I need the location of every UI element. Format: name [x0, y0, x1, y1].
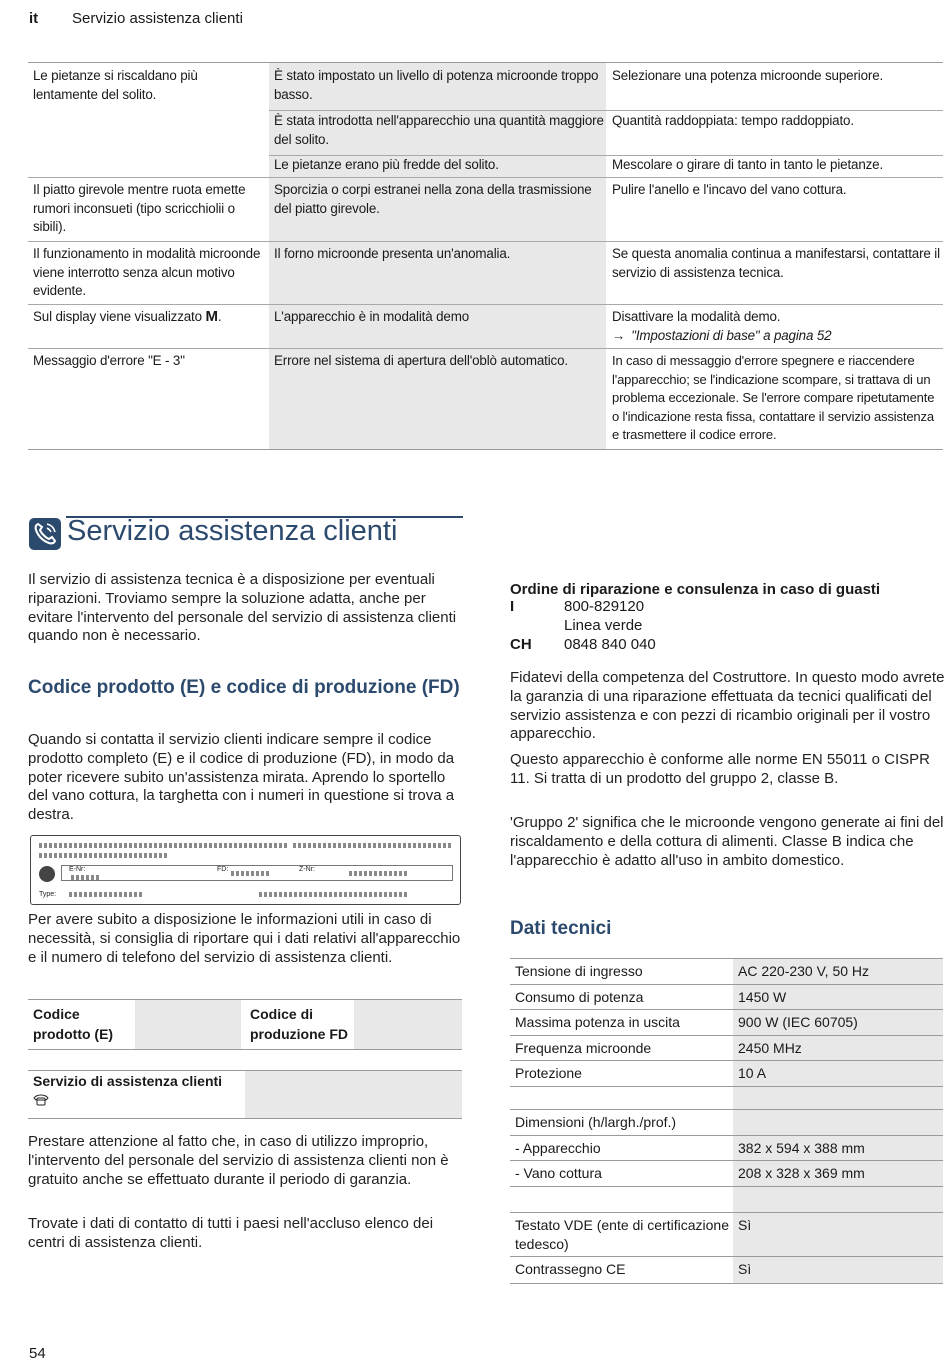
phone-code-ch: CH [510, 636, 532, 653]
cause-dirt-turntable: Sporcizia o corpi estranei nella zona della trasmissione del piatto girevole. [274, 182, 592, 216]
contacts-paragraph: Trovate i dati di contatto di tutti i paesi nell'accluso elenco dei centri di assistenza clienti. [28, 1215, 434, 1251]
problem-display-m: Sul display viene visualizzato M. [33, 308, 222, 325]
page-number: 54 [29, 1345, 46, 1362]
cause-oven-anomaly: Il forno microonde presenta un'anomalia. [274, 246, 511, 261]
tech-row-spacer [510, 1086, 943, 1109]
intro-paragraph: Il servizio di assistenza tecnica è a disposizione per eventuali riparazioni. Troviamo sempre la soluzione adatta, anche per evitare l'intervento del personale del servizio di assistenza clienti quando non è necessario. [28, 571, 457, 645]
problem-turntable-noise: Il piatto girevole mentre ruota emette rumori inconsueti (tipo scricchiolii o sibili). [33, 182, 246, 234]
plate-znr-label: Z-Nr: [299, 866, 315, 873]
tech-row: Testato VDE (ente di certificazione tedesco) Sì [510, 1212, 943, 1256]
tech-row: - Vano cottura 208 x 328 x 369 mm [510, 1160, 943, 1186]
phone-number-ch: 0848 840 040 [564, 636, 656, 653]
tech-row: - Apparecchio 382 x 594 x 388 mm [510, 1135, 943, 1160]
remedy-clean-ring: Pulire l'anello e l'incavo del vano cottura. [612, 182, 847, 197]
plate-enr-label: E-Nr: [69, 866, 86, 873]
problem-operation-interrupted: Il funzionamento in modalità microonde viene interrotto senza alcun motivo evidente. [33, 246, 261, 298]
cause-door-system-error: Errore nel sistema di apertura dell'oblò automatico. [274, 353, 568, 368]
plate-type-label: Type: [39, 891, 57, 898]
problem-error-e3: Messaggio d'errore "E - 3" [33, 353, 185, 368]
cause-colder-food: Le pietanze erano più fredde del solito. [274, 157, 499, 172]
tech-row-spacer [510, 1186, 943, 1212]
rating-plate-illustration [30, 835, 461, 905]
tech-row: Frequenza microonde 2450 MHz [510, 1035, 943, 1060]
tech-row: Massima potenza in uscita 900 W (IEC 60705) [510, 1009, 943, 1035]
norms-paragraph: Questo apparecchio è conforme alle norme EN 55011 o CISPR 11. Si tratta di un prodotto del gruppo 2, classe B. [510, 751, 930, 787]
codes-heading: Codice prodotto (E) e codice di produzione (FD) [28, 677, 460, 698]
tech-heading: Dati tecnici [510, 918, 612, 939]
service-contact-label: Servizio di assistenza clienti [33, 1072, 233, 1112]
phone-code-it: I [510, 598, 515, 615]
plate-fd-label: FD: [217, 866, 229, 873]
cross-reference-link[interactable]: → "Impostazioni di base" a pagina 52 [612, 327, 832, 343]
cause-low-power: È stato impostato un livello di potenza microonde troppo basso. [274, 68, 599, 102]
phone-icon [29, 518, 61, 550]
cause-demo-mode: L'apparecchio è in modalità demo [274, 309, 470, 324]
recycling-icon [39, 866, 55, 882]
remedy-stir-food: Mescolare o girare di tanto in tanto le pietanze. [612, 157, 884, 172]
remedy-contact-service: Se questa anomalia continua a manifestarsi, contattare il servizio di assistenza tecnica. [612, 246, 940, 280]
tech-row: Contrassegno CE Sì [510, 1256, 943, 1283]
phone-number-it: 800-829120 [564, 598, 645, 615]
arrow-right-icon: → [612, 327, 626, 343]
remedy-double-time: Quantità raddoppiata: tempo raddoppiato. [612, 113, 854, 128]
competence-paragraph: Fidatevi della competenza del Costruttore. In questo modo avrete la garanzia di una riparazione effettuata da tecnici qualificati del servizio assistenza e con pezzi di ricambio originali per il vostro apparecchio. [510, 669, 945, 743]
tech-row: Protezione 10 A [510, 1060, 943, 1086]
cause-larger-quantity: È stata introdotta nell'apparecchio una quantità maggiore del solito. [274, 113, 604, 147]
problem-slow-heating: Le pietanze si riscaldano più lentamente del solito. [33, 68, 198, 102]
display-symbol-m: M [205, 308, 218, 325]
tech-row: Dimensioni (h/largh./prof.) [510, 1109, 943, 1135]
section-title: Servizio assistenza clienti [67, 515, 398, 547]
note-paragraph: Per avere subito a disposizione le informazioni utili in caso di necessità, si consiglia di riportare qui i dati relativi all'apparecchio e il numero di telefono del servizio di assistenza clienti. [28, 911, 461, 966]
tech-row: Consumo di potenza 1450 W [510, 984, 943, 1009]
phone-note-it: Linea verde [564, 617, 643, 634]
language-code: it [29, 10, 39, 27]
remedy-error-restart: In caso di messaggio d'errore spegnere e riaccendere l'apparecchio; se l'indicazione scompare, si trattava di un problema eccezionale. Se l'errore compare ripetutamente o l'indicazione resta fissa, contattare il servizio assistenza e trasmettere il codice errore. [612, 353, 935, 442]
running-header: Servizio assistenza clienti [72, 10, 243, 27]
tech-row: Tensione di ingresso AC 220-230 V, 50 Hz [510, 958, 943, 984]
remedy-disable-demo: Disattivare la modalità demo. → "Impostazioni di base" a pagina 52 [612, 308, 942, 345]
production-code-label: Codice di produzione FD [250, 1006, 348, 1042]
phone-icon [33, 1092, 49, 1112]
repair-heading: Ordine di riparazione e consulenza in caso di guasti [510, 581, 881, 598]
warranty-paragraph: Prestare attenzione al fatto che, in caso di utilizzo improprio, l'intervento del personale del servizio di assistenza clienti non è gratuito anche se effettuato durante il periodo di garanzia. [28, 1133, 449, 1188]
group-paragraph: 'Gruppo 2' significa che le microonde vengono generate ai fini del riscaldamento e della cottura di alimenti. Classe B indica che l'apparecchio è adatto all'uso in ambito domestico. [510, 814, 944, 869]
troubleshooting-table [28, 62, 943, 450]
product-code-label: Codice prodotto (E) [33, 1006, 114, 1042]
codes-paragraph: Quando si contatta il servizio clienti indicare sempre il codice prodotto completo (E) e il codice di produzione (FD), in modo da poter ricevere subito un'assistenza mirata. Aprendo lo sportello del vano cottura, la targhetta con i numeri in questione si trova a destra. [28, 731, 455, 824]
remedy-higher-power: Selezionare una potenza microonde superiore. [612, 68, 884, 83]
